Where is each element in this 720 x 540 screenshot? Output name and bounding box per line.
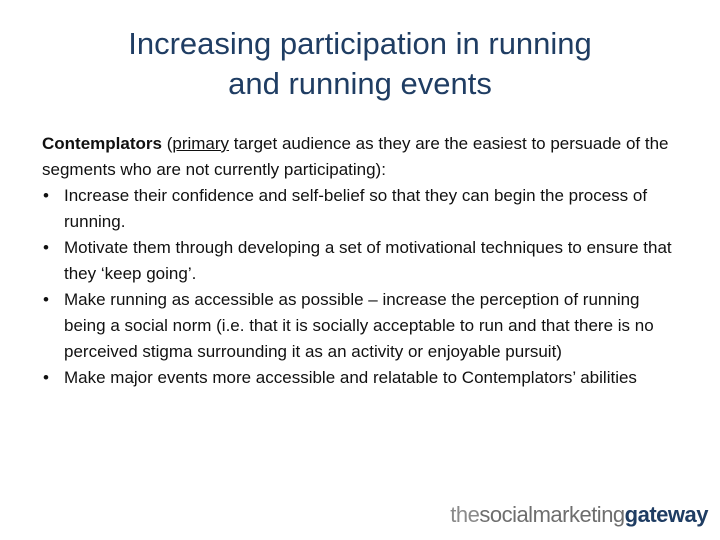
slide-title (0, 24, 720, 104)
bullet-item (42, 183, 682, 235)
bullet-list (42, 183, 682, 391)
bullet-item (42, 287, 682, 365)
bullet-text: Make running as accessible as possible – increase the perception of running being a social norm (i.e. that it is socially acceptable to run and that there is no perceived stigma surrounding it as an activity or enjoyable pursuit) (64, 290, 654, 361)
intro-keyword: Contemplators (42, 134, 162, 153)
intro-underlined-word: primary (172, 134, 230, 153)
slide-body (42, 131, 682, 391)
slide-title-line-2: and running events (228, 66, 492, 101)
logo-part-gateway: gateway (624, 502, 708, 527)
bullet-marker: • (43, 186, 49, 205)
brand-logo (450, 502, 708, 528)
intro-rest: target audience as they are the easiest to persuade of the segments who are not currently participating): (42, 134, 669, 179)
logo-part-the: the (450, 502, 480, 527)
bullet-marker: • (43, 290, 49, 309)
slide-title-line-1: Increasing participation in running (128, 26, 592, 61)
bullet-text: Make major events more accessible and relatable to Contemplators’ abilities (64, 368, 637, 387)
bullet-marker: • (43, 238, 49, 257)
bullet-text: Motivate them through developing a set of motivational techniques to ensure that they ‘keep going’. (64, 238, 672, 283)
logo-part-socialmarketing: socialmarketing (479, 502, 625, 527)
intro-paragraph (42, 131, 682, 183)
bullet-item (42, 365, 682, 391)
bullet-item (42, 235, 682, 287)
bullet-marker: • (43, 368, 49, 387)
bullet-text: Increase their confidence and self-belief so that they can begin the process of running. (64, 186, 648, 231)
intro-open-paren: ( (161, 134, 173, 153)
